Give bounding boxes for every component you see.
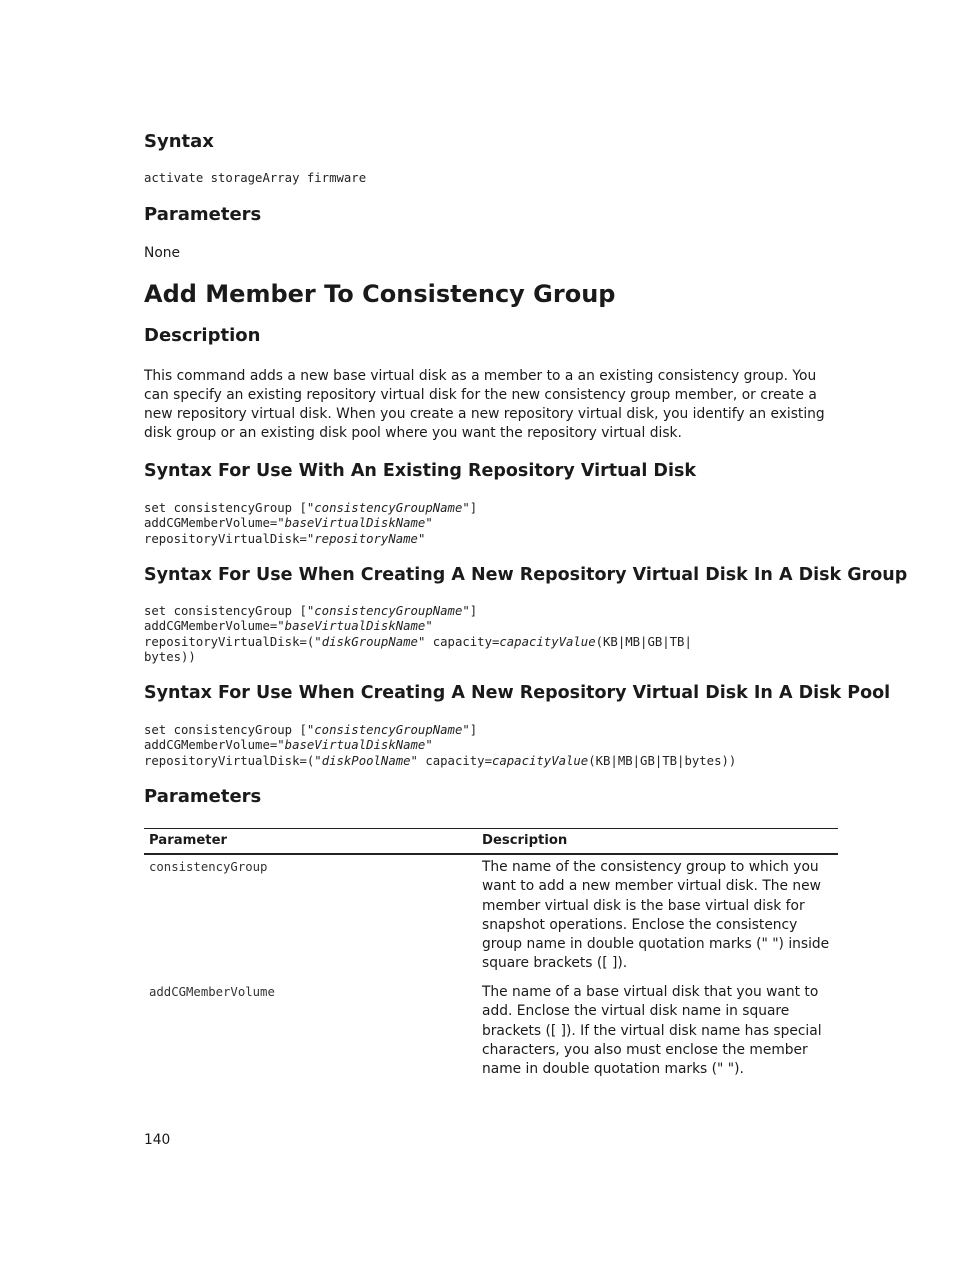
description-text: This command adds a new base virtual disk as a member to a an existing consistency group. You can specify an existing repository virtual disk for the new consistency group member, or create a new repository virtual disk. When you create a new repository virtual disk, you identify an existing disk group or an existing disk pool where you want the repository virtual disk.: [144, 368, 825, 441]
parameters-none-text: None: [144, 245, 180, 261]
syntax-disk-group-code: set consistencyGroup ["consistencyGroupName"] addCGMemberVolume="baseVirtualDiskName" repositoryVirtualDisk=("diskGroupName" capacity=capacityValue(KB|MB|GB|TB| bytes)): [144, 604, 692, 664]
param-description: The name of a base virtual disk that you want to add. Enclose the virtual disk name in square brackets ([ ]). If the virtual disk name has special characters, you also must enclose the member name in double quotation marks (" ").: [482, 984, 822, 1078]
syntax-existing-heading: Syntax For Use With An Existing Repository Virtual Disk: [144, 461, 697, 481]
param-description: The name of the consistency group to which you want to add a new member virtual disk. The new member virtual disk is the base virtual disk for snapshot operations. Enclose the consistency group name in double quotation marks (" ") inside square brackets ([ ]).: [482, 859, 830, 972]
page-number: 140: [144, 1132, 171, 1148]
column-header-parameter: Parameter: [149, 833, 228, 848]
parameters-table-heading: Parameters: [144, 786, 262, 807]
syntax-disk-pool-code: set consistencyGroup ["consistencyGroupName"] addCGMemberVolume="baseVirtualDiskName" repositoryVirtualDisk=("diskPoolName" capacity=capacityValue(KB|MB|GB|TB|bytes)): [144, 723, 737, 768]
param-name: consistencyGroup: [149, 860, 268, 874]
description-heading: Description: [144, 325, 261, 346]
syntax-code: activate storageArray firmware: [144, 171, 367, 185]
param-name: addCGMemberVolume: [149, 985, 275, 999]
syntax-heading: Syntax: [144, 131, 214, 152]
syntax-disk-pool-heading: Syntax For Use When Creating A New Repository Virtual Disk In A Disk Pool: [144, 683, 891, 703]
section-title: Add Member To Consistency Group: [144, 280, 616, 308]
column-header-description: Description: [482, 833, 568, 848]
table-header: [144, 828, 838, 855]
syntax-existing-code: set consistencyGroup ["consistencyGroupName"] addCGMemberVolume="baseVirtualDiskName" repositoryVirtualDisk="repositoryName": [144, 501, 478, 546]
parameters-heading: Parameters: [144, 204, 262, 225]
syntax-disk-group-heading: Syntax For Use When Creating A New Repository Virtual Disk In A Disk Group: [144, 565, 908, 585]
